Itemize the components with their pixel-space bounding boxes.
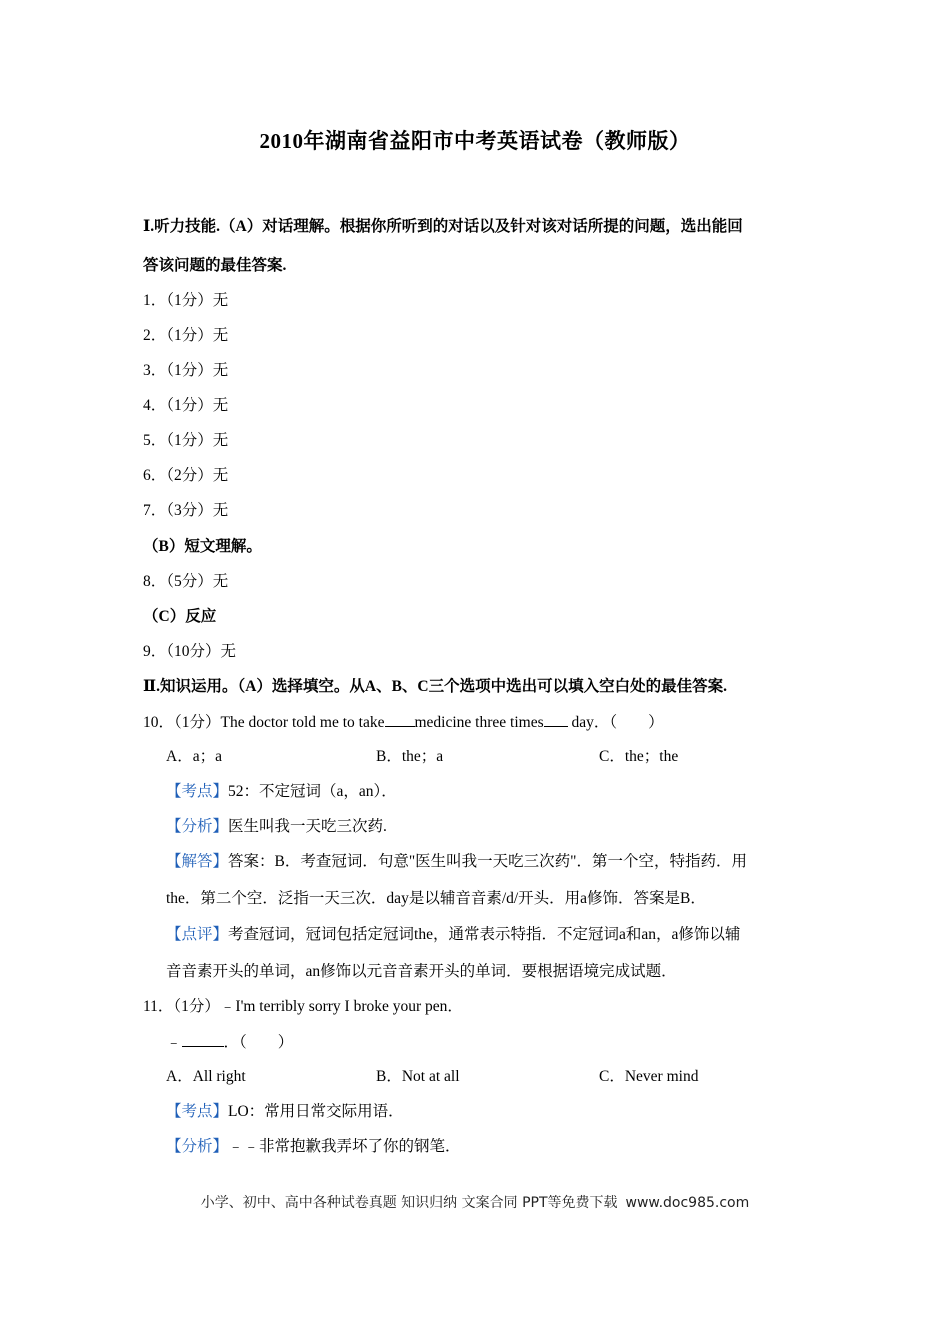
q11-fenxi — [166, 1137, 461, 1157]
q10-jieda-line1 — [166, 852, 747, 872]
part-c-heading: （C）反应 — [143, 608, 217, 625]
q10-jieda-line2: the．第二个空．泛指一天三次．day是以辅音音素/d/开头．用a修饰．答案是B． — [166, 890, 706, 907]
question-3: 3．（1分）无 — [143, 362, 229, 379]
q10-dianping-line2: 音音素开头的单词，an修饰以元音音素开头的单词．要根据语境完成试题． — [166, 963, 677, 980]
question-5: 5．（1分）无 — [143, 432, 229, 449]
question-10 — [143, 712, 664, 733]
answer-blank — [182, 1032, 224, 1047]
question-10-mid: medicine three times — [414, 714, 544, 731]
fenxi-text: ﹣﹣非常抱歉我弄坏了你的钢笔． — [228, 1138, 461, 1155]
q10-option-b: B．the；a — [376, 748, 444, 765]
dianping-text: 考查冠词，冠词包括定冠词the，通常表示特指．不定冠词a和an，a修饰以辅 — [228, 926, 741, 943]
kaodian-text: LO：常用日常交际用语． — [228, 1103, 404, 1120]
footer — [0, 1192, 950, 1212]
question-11: 11．（1分）﹣I'm terribly sorry I broke your pen． — [143, 998, 463, 1015]
fenxi-tag: 【分析】 — [166, 1138, 229, 1155]
q10-option-c: C．the；the — [599, 748, 679, 765]
kaodian-text: 52：不定冠词（a，an）． — [228, 783, 397, 800]
q11-kaodian — [166, 1102, 404, 1122]
question-10-suffix: day．（ ） — [567, 714, 664, 731]
q11-option-a: A．All right — [166, 1068, 246, 1085]
question-6: 6．（2分）无 — [143, 467, 229, 484]
section2-heading: Ⅱ.知识运用。（A）选择填空。从A、B、C三个选项中选出可以填入空白处的最佳答案. — [143, 678, 727, 695]
q10-dianping-line1 — [166, 925, 740, 945]
q10-option-a: A．a；a — [166, 748, 222, 765]
question-4: 4．（1分）无 — [143, 397, 229, 414]
section1-heading-line2: 答该问题的最佳答案. — [143, 257, 287, 274]
answer-blank — [544, 712, 568, 727]
jieda-tag: 【解答】 — [166, 853, 229, 870]
question-10-prefix: 10．（1分）The doctor told me to take — [143, 714, 385, 731]
footer-text: 小学、初中、高中各种试卷真题 知识归纳 文案合同 PPT等免费下载 — [200, 1195, 618, 1211]
kaodian-tag: 【考点】 — [166, 783, 229, 800]
kaodian-tag: 【考点】 — [166, 1103, 229, 1120]
question-11-line2 — [166, 1032, 293, 1053]
page-title: 2010年湖南省益阳市中考英语试卷（教师版） — [259, 129, 691, 153]
question-2: 2．（1分）无 — [143, 327, 229, 344]
q10-fenxi — [166, 817, 387, 837]
question-8: 8．（5分）无 — [143, 573, 229, 590]
question-11-suffix: ．（ ） — [223, 1034, 294, 1051]
q10-kaodian — [166, 782, 397, 802]
footer-url: www.doc985.com — [625, 1195, 750, 1211]
dialogue-dash: ﹣ — [166, 1034, 182, 1051]
part-b-heading: （B）短文理解。 — [143, 538, 262, 555]
answer-blank — [385, 712, 415, 727]
jieda-text: 答案：B．考查冠词．句意"医生叫我一天吃三次药"．第一个空，特指药．用 — [228, 853, 748, 870]
question-1: 1．（1分）无 — [143, 292, 229, 309]
q11-option-c: C．Never mind — [599, 1068, 699, 1085]
dianping-tag: 【点评】 — [166, 926, 229, 943]
q11-option-b: B．Not at all — [376, 1068, 460, 1085]
question-9: 9．（10分）无 — [143, 643, 237, 660]
fenxi-text: 医生叫我一天吃三次药. — [228, 818, 387, 835]
question-7: 7．（3分）无 — [143, 502, 229, 519]
section1-heading-line1: Ⅰ.听力技能.（A）对话理解。根据你所听到的对话以及针对该对话所提的问题，选出能回 — [143, 218, 743, 235]
fenxi-tag: 【分析】 — [166, 818, 229, 835]
